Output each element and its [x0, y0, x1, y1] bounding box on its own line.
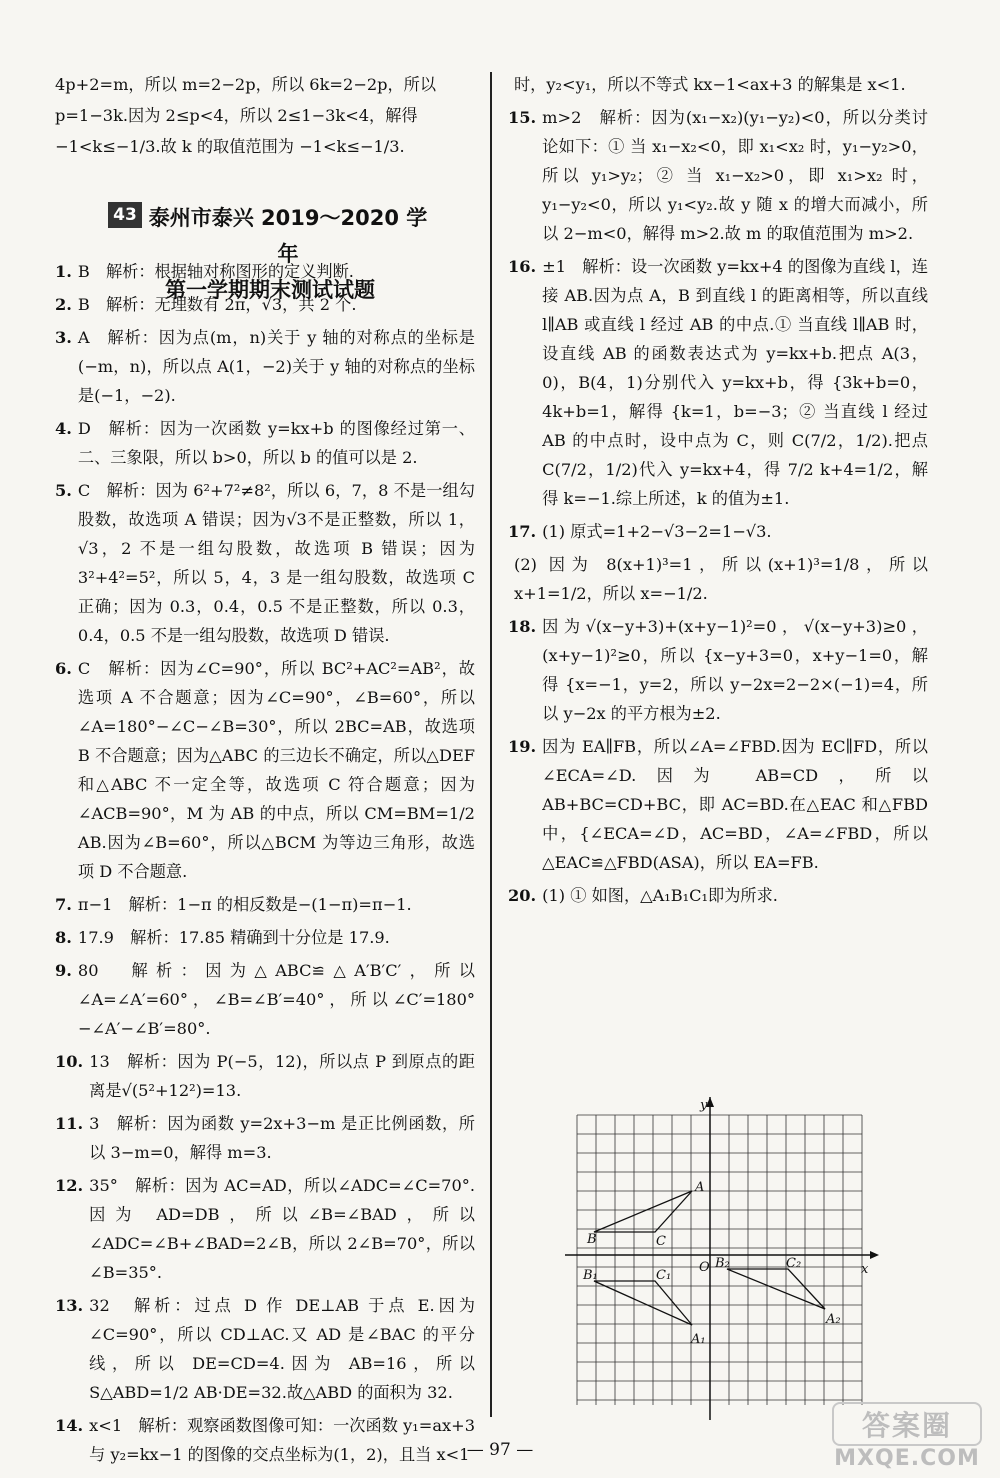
section-title-line2: 第一学期期末测试试题: [165, 278, 375, 302]
label-A: A: [695, 1180, 705, 1195]
answer-item: [55, 1109, 475, 1167]
answer-item: [55, 323, 475, 410]
answer-number: 7.: [55, 895, 72, 914]
answer-number: 18.: [508, 617, 537, 636]
answer-text: B 解析：根据轴对称图形的定义判断.: [77, 262, 354, 281]
column-divider: [490, 72, 492, 1417]
answer-item: [508, 517, 928, 546]
answer-text: 32 解析：过点 D 作 DE⊥AB 于点 E.因为∠C=90°，所以 CD⊥AC.又 AD 是∠BAC 的平分线，所以 DE=CD=4.因为 AB=16，所以 S△ABD=1/2 AB·DE=32.故△ABD 的面积为 32.: [89, 1296, 475, 1402]
right-answer-list: [508, 70, 928, 910]
answer-text: 因为 EA∥FB，所以∠A=∠FBD.因为 EC∥FD，所以∠ECA=∠D.因为 AB=CD，所以 AB+BC=CD+BC，即 AC=BD.在△EAC 和△FBD 中，{∠ECA=∠D，AC=BD，∠A=∠FBD，所以△EAC≌△FBD(ASA)，所以 EA=FB.: [542, 737, 928, 872]
label-C2: C₂: [786, 1256, 802, 1271]
answer-text: A 解析：因为点(m，n)关于 y 轴的对称点的坐标是(−m，n)，所以点 A(1，−2)关于 y 轴的对称点的坐标是(−1，−2).: [77, 328, 475, 405]
answer-number: 19.: [508, 737, 537, 756]
label-A1: A₁: [691, 1332, 706, 1347]
label-x: x: [861, 1262, 869, 1277]
answer-text: D 解析：因为一次函数 y=kx+b 的图像经过第一、二、三象限，所以 b>0，所以 b 的值可以是 2.: [77, 419, 475, 467]
answer-item: [508, 103, 928, 248]
watermark-line2: MXQE.COM: [834, 1446, 980, 1471]
answer-text: (1) 原式=1+2−√3−2=1−√3.: [542, 522, 772, 541]
answer-item: [55, 923, 475, 952]
answer-number: 1.: [55, 262, 72, 281]
triangle-A2B2C2: [727, 1269, 825, 1309]
section-title: [105, 200, 435, 308]
label-O: O: [699, 1260, 710, 1275]
answer-item: [55, 890, 475, 919]
answer-text: C 解析：因为 6²+7²≠8²，所以 6，7，8 不是一组勾股数，故选项 A 错误；因为√3不是正整数，所以 1，√3，2 不是一组勾股数，故选项 B 错误；因为 3²+4²=5²，所以 5，4，3 是一组勾股数，故选项 C 正确；因为 0.3，0.4，0.5 不是正整数，所以 0.3，0.4，0.5 不是一组勾股数，故选项 D 错误.: [77, 481, 475, 645]
answer-number: 12.: [55, 1176, 84, 1195]
answer-item: [508, 550, 928, 608]
answer-item: [55, 956, 475, 1043]
answer-text: 80 解析：因为△ABC≌△A′B′C′，所以∠A=∠A′=60°，∠B=∠B′=40°，所以∠C′=180°−∠A′−∠B′=80°.: [77, 961, 475, 1038]
answer-text: (2) 因为 8(x+1)³=1，所以(x+1)³=1/8，所以 x+1=1/2，所以 x=−1/2.: [514, 555, 928, 603]
answer-text: x<1 解析：观察函数图像可知：一次函数 y₁=ax+3 与 y₂=kx−1 的图像的交点坐标为(1，2)，且当 x<1: [89, 1416, 475, 1464]
answer-number: 3.: [55, 328, 72, 347]
answer-number: 13.: [55, 1296, 84, 1315]
answer-text: C 解析：因为∠C=90°，所以 BC²+AC²=AB²，故选项 A 不合题意；因为∠C=90°，∠B=60°，所以∠A=180°−∠C−∠B=30°，所以 2BC=AB，故选项 B 不合题意；因为△ABC 的三边长不确定，所以△DEF 和△ABC 不一定全等，故选项 C 符合题意；因为∠ACB=90°，M 为 AB 的中点，所以 CM=BM=1/2 AB.因为∠B=60°，所以△BCM 为等边三角形，故选项 D 不合题意.: [77, 659, 475, 881]
header-line: 4p+2=m，所以 m=2−2p，所以 6k=2−2p，所以: [55, 75, 437, 94]
coordinate-grid-figure: [565, 1095, 885, 1425]
triangle-A1B1C1: [594, 1281, 692, 1325]
watermark-logo: [832, 1402, 982, 1470]
answer-number: 6.: [55, 659, 72, 678]
answer-number: 9.: [55, 961, 72, 980]
answer-number: 17.: [508, 522, 537, 541]
answer-number: 10.: [55, 1052, 84, 1071]
label-C: C: [656, 1234, 666, 1249]
answer-number: 15.: [508, 108, 537, 127]
answer-text: π−1 解析：1−π 的相反数是−(1−π)=π−1.: [77, 895, 412, 914]
answer-text: 时，y₂<y₁，所以不等式 kx−1<ax+3 的解集是 x<1.: [514, 75, 906, 94]
answer-text: ±1 解析：设一次函数 y=kx+4 的图像为直线 l，连接 AB.因为点 A，B 到直线 l 的距离相等，所以直线 l∥AB 或直线 l 经过 AB 的中点.① 当直线 l∥AB 时，设直线 AB 的函数表达式为 y=kx+b.把点 A(3，0)，B(4，1)分别代入 y=kx+b，得 {3k+b=0，4k+b=1，解得 {k=1，b=−3；② 当直线 l 经过 AB 的中点时，设中点为 C，则 C(7/2，1/2).把点 C(7/2，1/2)代入 y=kx+4，得 7/2 k+4=1/2，解得 k=−1.综上所述，k 的值为±1.: [542, 257, 928, 508]
answer-number: 16.: [508, 257, 537, 276]
answer-item: [508, 252, 928, 513]
right-column: [508, 70, 928, 914]
answer-number: 5.: [55, 481, 72, 500]
watermark-line1: 答案圈: [832, 1402, 982, 1446]
answer-item: [55, 1291, 475, 1407]
header-line: −1<k≤−1/3.故 k 的取值范围为 −1<k≤−1/3.: [55, 137, 405, 156]
answer-item: [55, 476, 475, 650]
answer-text: 17.9 解析：17.85 精确到十分位是 17.9.: [77, 928, 390, 947]
answer-item: [508, 732, 928, 877]
label-B: B: [587, 1232, 597, 1247]
answer-number: 11.: [55, 1114, 84, 1133]
answer-text: 13 解析：因为 P(−5，12)，所以点 P 到原点的距离是√(5²+12²)=13.: [89, 1052, 475, 1100]
answer-item: [508, 70, 928, 99]
section-title-line1: 泰州市泰兴 2019～2020 学年: [148, 206, 428, 266]
answer-number: 8.: [55, 928, 72, 947]
triangle-ABC: [594, 1191, 692, 1232]
section-number-badge: 43: [108, 202, 142, 228]
answer-item: [55, 654, 475, 886]
x-axis-arrow: [870, 1251, 879, 1259]
answer-number: 4.: [55, 419, 72, 438]
left-answer-list: [55, 257, 475, 1469]
answer-text: m>2 解析：因为(x₁−x₂)(y₁−y₂)<0，所以分类讨论如下：① 当 x₁−x₂<0，即 x₁<x₂ 时，y₁−y₂>0，所以 y₁>y₂；② 当 x₁−x₂>0，即 x₁>x₂ 时，y₁−y₂<0，所以 y₁<y₂.故 y 随 x 的增大而减小，所以 2−m<0，解得 m>2.故 m 的取值范围为 m>2.: [542, 108, 928, 243]
label-B1: B₁: [583, 1268, 598, 1283]
answer-number: 20.: [508, 886, 537, 905]
label-C1: C₁: [656, 1268, 672, 1283]
answer-text: 35° 解析：因为 AC=AD，所以∠ADC=∠C=70°.因为 AD=DB，所以∠B=∠BAD，所以∠ADC=∠B+∠BAD=2∠B，所以 2∠B=70°，所以∠B=35°.: [89, 1176, 475, 1282]
answer-item: [508, 612, 928, 728]
answer-text: 3 解析：因为函数 y=2x+3−m 是正比例函数，所以 3−m=0，解得 m=3.: [89, 1114, 475, 1162]
answer-item: [55, 414, 475, 472]
answer-text: B 解析：无理数有 2π，√3，共 2 个.: [77, 295, 357, 314]
label-B2: B₂: [715, 1256, 730, 1271]
answer-item: [508, 881, 928, 910]
header-line: p=1−3k.因为 2≤p<4，所以 2≤1−3k<4，解得: [55, 106, 418, 125]
label-A2: A₂: [826, 1312, 841, 1327]
page-number: — 97 —: [466, 1440, 534, 1460]
answer-text: (1) ① 如图，△A₁B₁C₁即为所求.: [542, 886, 778, 905]
answer-number: 14.: [55, 1416, 84, 1435]
answer-number: 2.: [55, 295, 72, 314]
point-labels: [582, 1098, 869, 1347]
answer-item: [55, 1171, 475, 1287]
label-y: y: [700, 1098, 708, 1113]
answer-item: [55, 1047, 475, 1105]
answer-text: 因为√(x−y+3)+(x+y−1)²=0，√(x−y+3)≥0，(x+y−1)²≥0，所以 {x−y+3=0，x+y−1=0，解得 {x=−1，y=2，所以 y−2x=2−2×(−1)=4，所以 y−2x 的平方根为±2.: [542, 617, 928, 723]
